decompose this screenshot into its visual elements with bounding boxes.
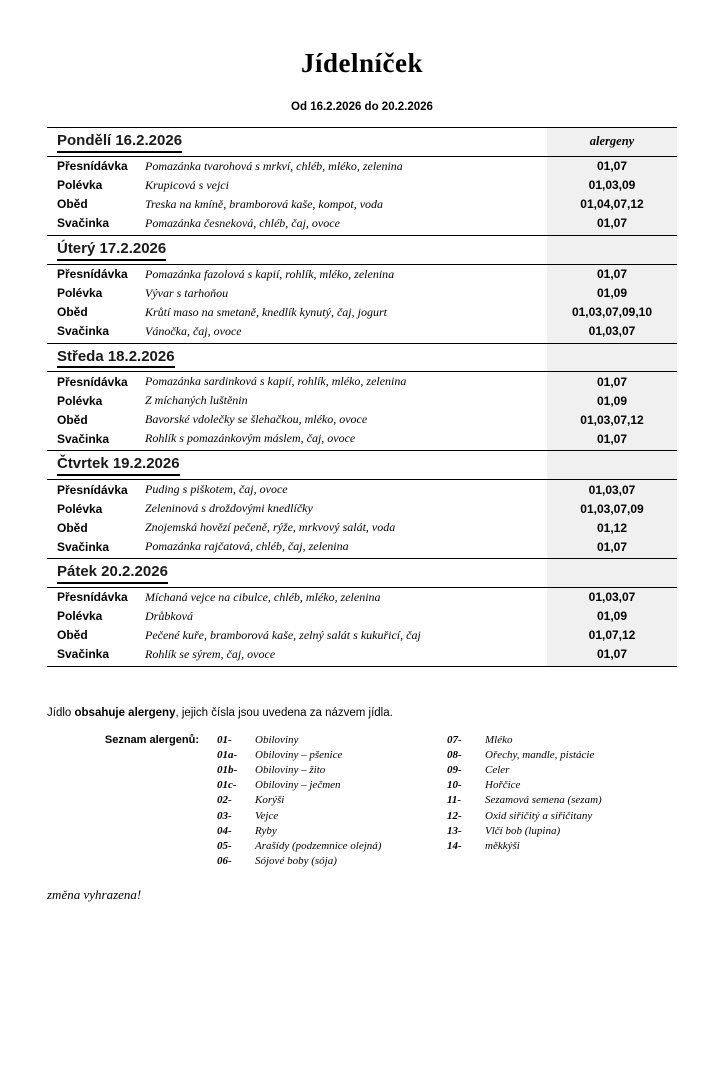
meal-allergens: 01,07: [547, 214, 677, 236]
day-header-row: [47, 235, 677, 264]
allergen-legend-item: [447, 793, 677, 808]
allergen-column-right: [447, 733, 677, 870]
allergen-legend-item: [447, 733, 677, 748]
day-header-row: [47, 128, 677, 157]
meal-type: Oběd: [56, 412, 88, 427]
allergen-code: 11-: [447, 794, 462, 807]
day-name: Úterý 17.2.2026: [57, 240, 166, 261]
meal-allergens: 01,03,09: [547, 176, 677, 195]
allergen-code: 10-: [447, 779, 462, 792]
meal-description: Pomazánka česneková, chléb, čaj, ovoce: [144, 215, 340, 230]
meal-description: Rohlík se sýrem, čaj, ovoce: [144, 646, 276, 661]
meal-row: [47, 410, 677, 429]
day-name: Pondělí 16.2.2026: [57, 132, 182, 153]
allergen-code: 08-: [447, 748, 462, 761]
meal-type: Polévka: [56, 178, 103, 193]
allergen-legend-label: Seznam alergenů:: [104, 733, 199, 746]
allergen-column-left: [217, 733, 447, 870]
allergen-legend-item: [217, 778, 447, 793]
meal-row: [47, 156, 677, 176]
allergen-code: 01b-: [217, 764, 238, 777]
allergen-text: Vejce: [255, 809, 279, 822]
meal-description: Z míchaných luštěnin: [144, 393, 248, 408]
meal-row: [47, 499, 677, 518]
day-name-cell: [47, 235, 547, 264]
allergen-code: 01c-: [217, 779, 237, 792]
allergen-text: Obiloviny – žito: [255, 764, 326, 777]
allergen-legend-item: [217, 763, 447, 778]
allergen-code: 05-: [217, 839, 232, 852]
meal-description: Zeleninová s droždovými knedlíčky: [144, 501, 313, 515]
table-bottom-border: [47, 666, 677, 667]
allergen-legend-item: [217, 793, 447, 808]
allergen-legend: [47, 733, 677, 870]
footer-note: změna vyhrazena!: [47, 887, 142, 903]
table-bottom-border-cell: [47, 666, 145, 667]
allergen-text: Korýši: [255, 794, 285, 807]
meal-description: Znojemská hovězí pečeně, rýže, mrkvový salát, voda: [144, 520, 396, 534]
meal-description: Pomazánka sardinková s kapií, rohlík, mléko, zelenina: [144, 374, 407, 389]
meal-row: [47, 303, 677, 322]
allergen-text: Arašídy (podzemnice olejná): [255, 839, 382, 852]
day-name-cell: [47, 451, 547, 480]
meal-description: Bavorské vdolečky se šlehačkou, mléko, ovoce: [144, 412, 368, 427]
allergen-text: Ořechy, mandle, pistácie: [485, 748, 595, 761]
meal-description: Krůtí maso na smetaně, knedlík kynutý, čaj, jogurt: [144, 304, 387, 319]
meal-allergens: 01,03,07,09,10: [547, 303, 677, 322]
day-header-row: [47, 559, 677, 588]
meal-row: [47, 195, 677, 214]
meal-allergens: 01,07: [547, 264, 677, 284]
allergen-legend-item: [217, 854, 447, 869]
allergen-legend-item: [217, 733, 447, 748]
allergens-column-spacer: [547, 559, 677, 588]
allergen-legend-item: [447, 763, 677, 778]
allergen-legend-item: [217, 748, 447, 763]
day-name: Pátek 20.2.2026: [57, 563, 168, 584]
meal-allergens: 01,09: [547, 391, 677, 410]
meal-type: Oběd: [56, 520, 88, 535]
allergen-text: Obiloviny – ječmen: [255, 779, 341, 792]
meal-type: Polévka: [56, 393, 103, 408]
allergen-legend-item: [447, 839, 677, 854]
meal-allergens: 01,07: [547, 429, 677, 451]
allergen-text: Sójové boby (sója): [255, 855, 337, 868]
meal-row: [47, 214, 677, 236]
meal-type: Svačinka: [56, 647, 110, 662]
meal-allergens: 01,12: [547, 518, 677, 537]
meal-row: [47, 429, 677, 451]
day-header-row: [47, 451, 677, 480]
meal-type: Polévka: [56, 286, 103, 300]
meal-row: [47, 264, 677, 284]
allergen-code: 01a-: [217, 748, 238, 761]
meal-type: Oběd: [56, 305, 88, 319]
menu-document: [0, 48, 724, 1072]
meal-allergens: 01,03,07: [547, 480, 677, 500]
allergen-code: 01-: [217, 733, 232, 746]
allergen-code: 14-: [447, 839, 462, 852]
meal-allergens: 01,03,07,12: [547, 410, 677, 429]
meal-type: Oběd: [56, 628, 88, 643]
meal-description: Pomazánka fazolová s kapií, rohlík, mléko, zelenina: [144, 266, 395, 281]
meal-description: Míchaná vejce na cibulce, chléb, mléko, zelenina: [144, 589, 381, 604]
date-range: Od 16.2.2026 do 20.2.2026: [291, 101, 433, 113]
allergen-note: [47, 707, 677, 719]
meal-type: Přesnídávka: [56, 267, 128, 281]
meal-description: Drůbková: [144, 608, 193, 623]
allergen-text: Hořčice: [485, 779, 521, 792]
allergens-column-spacer: [547, 235, 677, 264]
day-header-row: [47, 343, 677, 372]
meal-description: Krupicová s vejci: [144, 177, 229, 192]
meal-allergens: 01,07: [547, 372, 677, 392]
meal-type: Přesnídávka: [56, 482, 128, 497]
meal-allergens: 01,07: [547, 156, 677, 176]
meal-row: [47, 537, 677, 559]
day-name-cell: [47, 559, 547, 588]
menu-body: [47, 128, 677, 667]
meal-row: [47, 587, 677, 607]
allergen-legend-item: [447, 748, 677, 763]
allergen-code: 02-: [217, 794, 232, 807]
allergens-column-spacer: [547, 451, 677, 480]
allergen-code: 04-: [217, 824, 232, 837]
meal-description: Pomazánka tvarohová s mrkví, chléb, mléko, zelenina: [144, 158, 403, 173]
allergen-text: Sezamová semena (sezam): [485, 794, 602, 807]
meal-type: Oběd: [56, 197, 88, 212]
meal-type: Svačinka: [56, 539, 110, 554]
allergen-code: 12-: [447, 809, 462, 822]
meal-description: Rohlík s pomazánkovým máslem, čaj, ovoce: [144, 431, 356, 446]
allergen-legend-item: [217, 839, 447, 854]
meal-type: Svačinka: [56, 216, 110, 231]
meal-row: [47, 607, 677, 626]
meal-allergens: 01,03,07: [547, 587, 677, 607]
allergen-legend-item: [447, 809, 677, 824]
allergen-text: Oxid siřičitý a siřičitany: [485, 809, 593, 822]
meal-allergens: 01,09: [547, 284, 677, 303]
allergen-text: Celer: [485, 764, 510, 777]
meal-row: [47, 480, 677, 500]
allergen-text: Ryby: [255, 824, 277, 837]
meal-allergens: 01,07: [547, 537, 677, 559]
meal-description: Puding s piškotem, čaj, ovoce: [144, 482, 288, 496]
allergen-code: 13-: [447, 824, 462, 837]
meal-type: Svačinka: [56, 324, 110, 338]
meal-description: Treska na kmíně, bramborová kaše, kompot, voda: [144, 196, 384, 211]
meal-type: Přesnídávka: [56, 374, 128, 389]
meal-row: [47, 626, 677, 645]
meal-row: [47, 372, 677, 392]
meal-row: [47, 176, 677, 195]
meal-allergens: 01,03,07: [547, 322, 677, 344]
allergen-text: Mléko: [485, 733, 513, 746]
meal-allergens: 01,04,07,12: [547, 195, 677, 214]
allergen-note-prefix: Jídlo: [47, 706, 75, 719]
allergens-column-header: alergeny: [547, 128, 677, 157]
day-name: Středa 18.2.2026: [57, 348, 175, 369]
meal-type: Přesnídávka: [56, 159, 128, 174]
meal-description: Vývar s tarhoňou: [144, 285, 229, 300]
table-bottom-border-cell: [145, 666, 547, 667]
allergen-note-suffix: , jejich čísla jsou uvedena za názvem jídla.: [175, 706, 393, 719]
allergen-code: 07-: [447, 733, 462, 746]
allergen-text: Obiloviny: [255, 733, 299, 746]
meal-description: Pečené kuře, bramborová kaše, zelný salát s kukuřicí, čaj: [144, 627, 421, 642]
allergen-code: 09-: [447, 764, 462, 777]
allergen-legend-item: [217, 809, 447, 824]
meal-row: [47, 391, 677, 410]
meal-type: Svačinka: [56, 431, 110, 446]
meal-row: [47, 645, 677, 666]
allergen-legend-item: [217, 824, 447, 839]
meal-row: [47, 518, 677, 537]
meal-type: Přesnídávka: [56, 590, 128, 605]
table-bottom-border-cell: [547, 666, 677, 667]
allergen-columns: [217, 733, 677, 870]
allergens-column-spacer: [547, 343, 677, 372]
meal-allergens: 01,09: [547, 607, 677, 626]
allergen-text: měkkýši: [485, 839, 520, 852]
allergen-code: 03-: [217, 809, 232, 822]
meal-row: [47, 284, 677, 303]
allergen-text: Obiloviny – pšenice: [255, 748, 343, 761]
day-name-cell: [47, 343, 547, 372]
allergen-legend-item: [447, 824, 677, 839]
meal-row: [47, 322, 677, 344]
meal-type: Polévka: [56, 609, 103, 624]
page-title: Jídelníček: [300, 48, 423, 78]
meal-description: Pomazánka rajčatová, chléb, čaj, zelenina: [144, 539, 349, 553]
meal-allergens: 01,03,07,09: [547, 499, 677, 518]
allergen-legend-item: [447, 778, 677, 793]
meal-type: Polévka: [56, 501, 103, 516]
allergen-note-bold: obsahuje alergeny: [74, 706, 176, 719]
weekly-menu-table: [47, 127, 677, 667]
day-name: Čtvrtek 19.2.2026: [57, 455, 180, 476]
day-name-cell: [47, 128, 547, 157]
meal-description: Vánočka, čaj, ovoce: [144, 323, 242, 338]
meal-allergens: 01,07: [547, 645, 677, 666]
allergen-code: 06-: [217, 855, 232, 868]
allergen-text: Vlčí bob (lupina): [485, 824, 561, 837]
meal-allergens: 01,07,12: [547, 626, 677, 645]
